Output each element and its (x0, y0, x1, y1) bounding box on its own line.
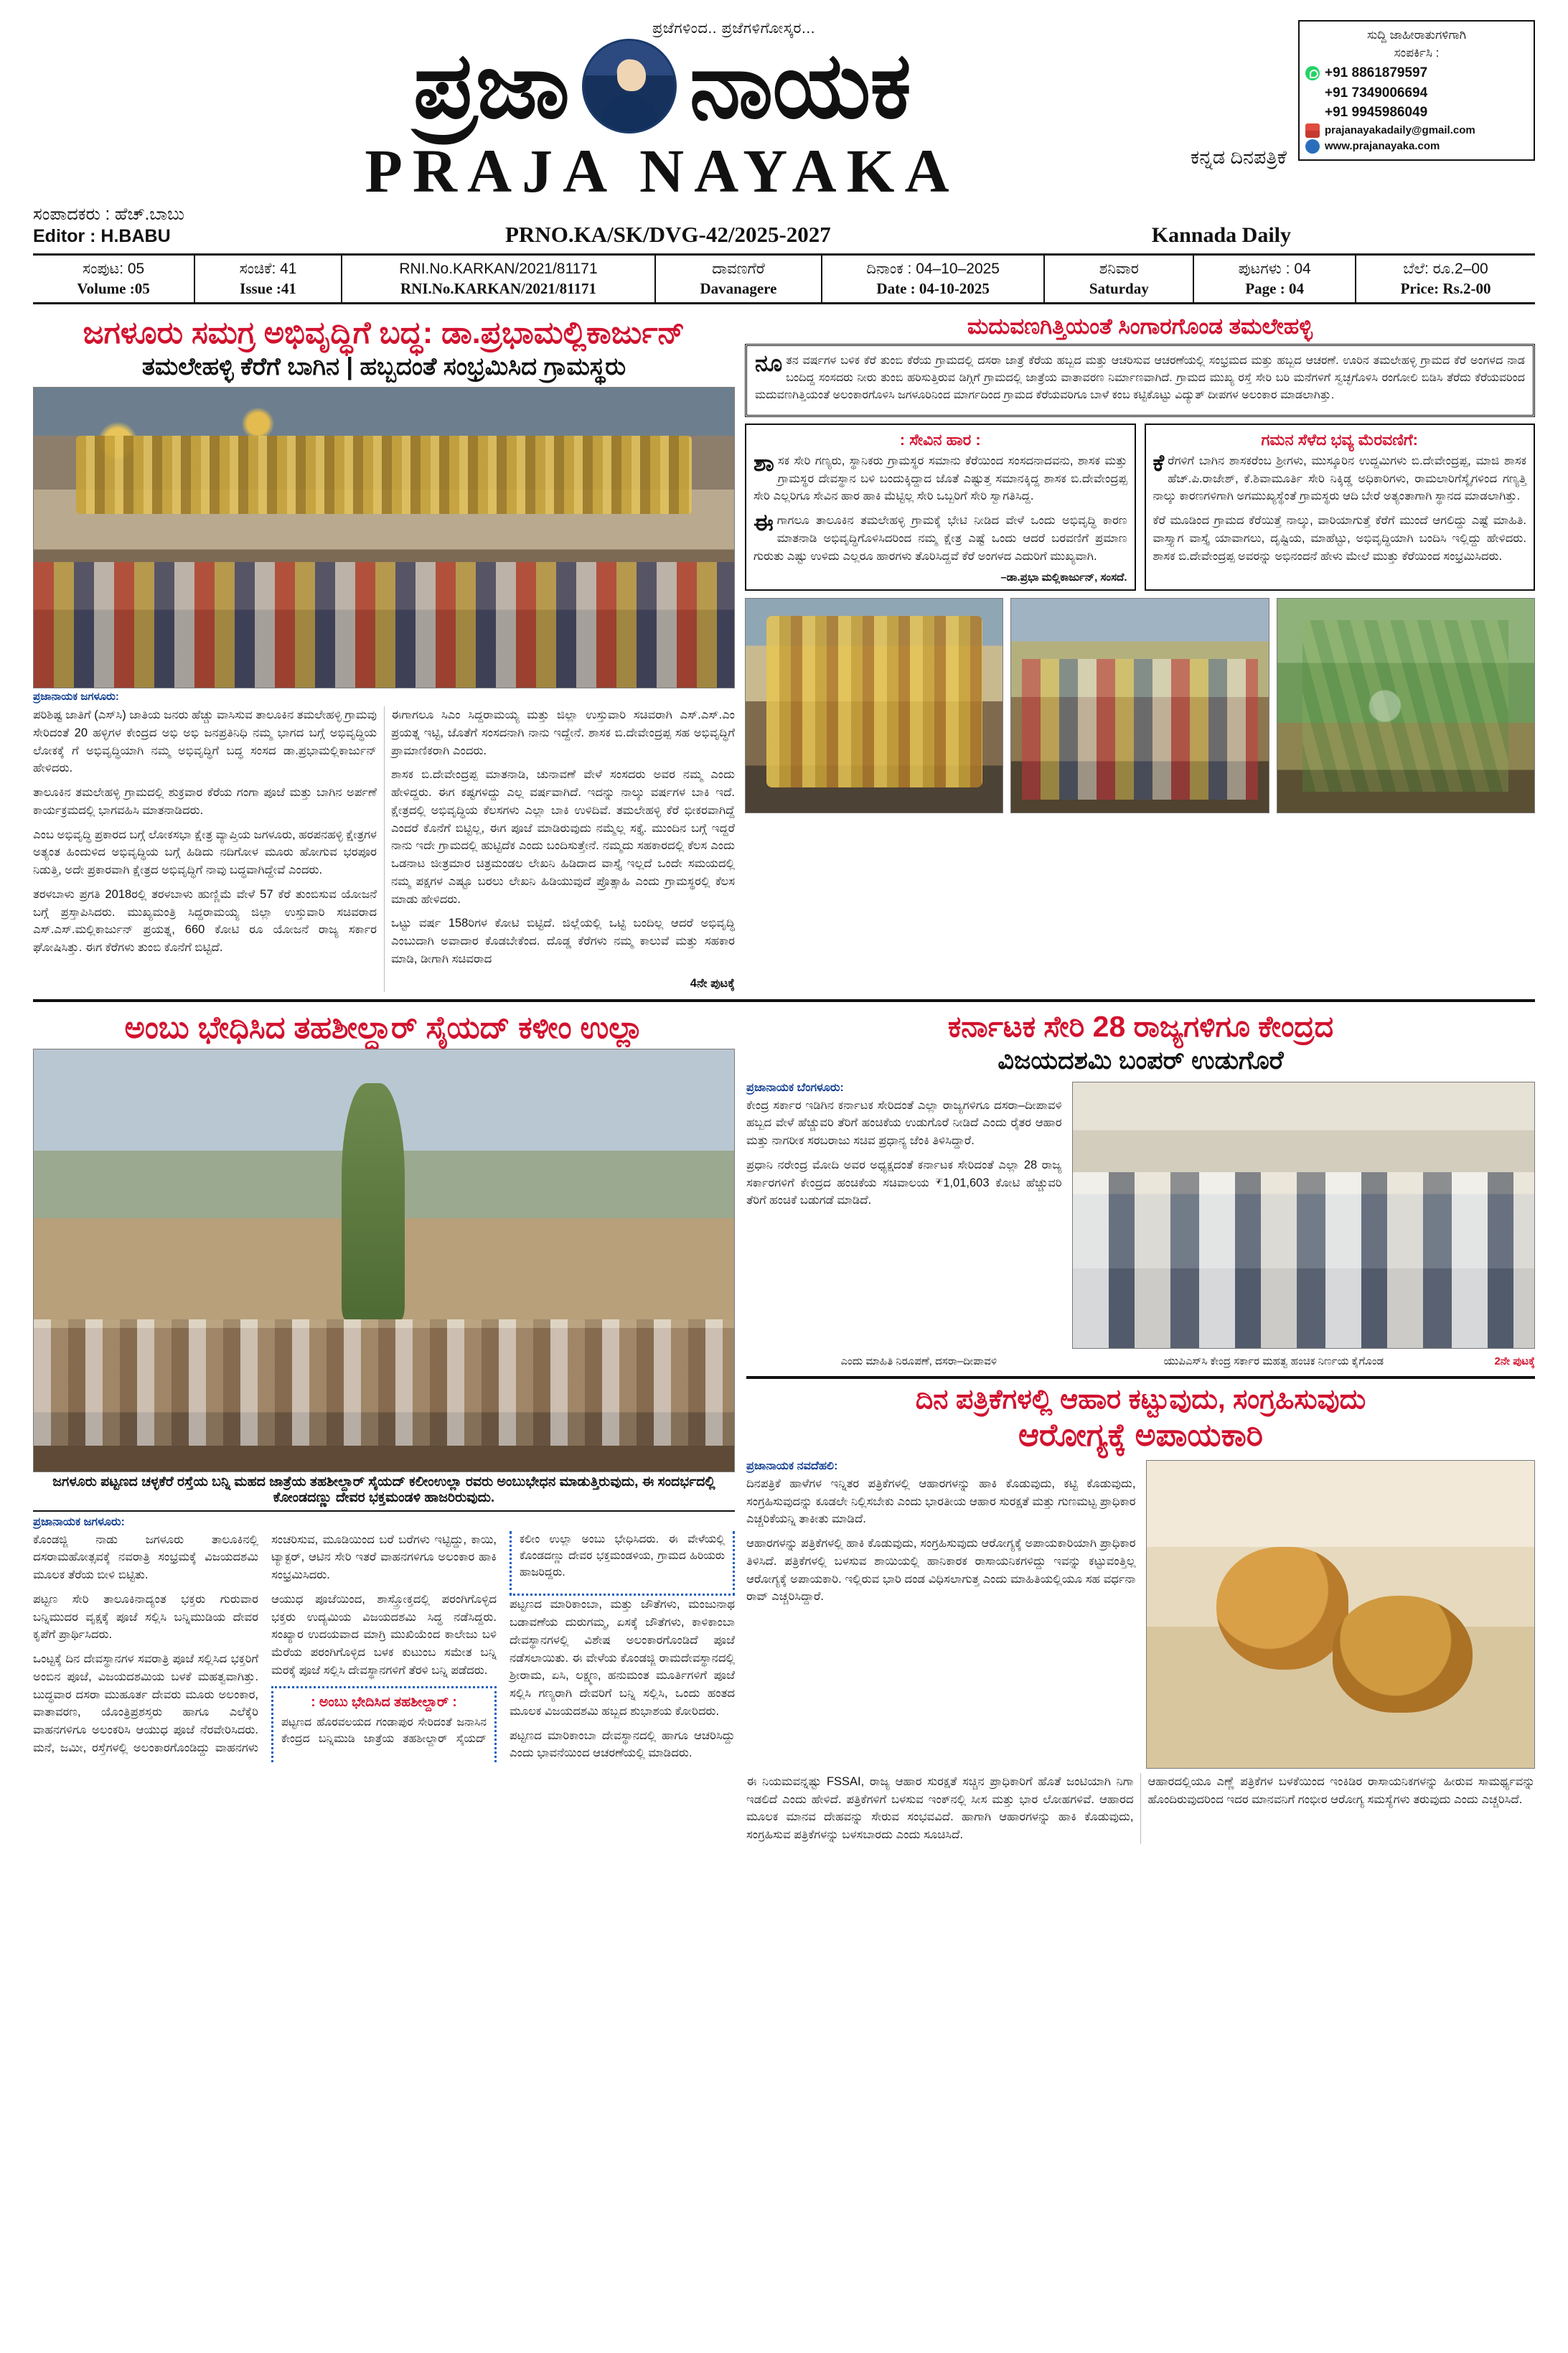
logo-kannada-right: ನಾಯಕ (689, 34, 911, 137)
lead-para-5: ಈಗಾಗಲೂ ಸಿಎಂ ಸಿದ್ದರಾಮಯ್ಯ ಮತ್ತು ಜಿಲ್ಲಾ ಉಸ್ತುವಾರಿ ಸಚಿವರಾಗಿ ಎಸ್.ಎಸ್.ಎಂ ಪ್ರಯತ್ನ ಇಟ್ಟಿ, ಜೊತೆಗೆ ಸಂಸದನಾಗಿ ನಾನು ಇದ್ದೇನೆ. ಶಾಸಕ ಬಿ.ದೇವೇಂದ್ರಪ್ಪ ಸಹ ಅಭಿವೃದ್ಧಿಗೆ ಪ್ರಾಮಾಣಿಕರಾಗಿ ಎಂದರು. (391, 708, 735, 757)
food-body-rest (746, 1773, 1535, 1844)
kannada-daily-kn: ಕನ್ನಡ ದಿನಪತ್ರಿಕೆ (1191, 146, 1287, 168)
issue-info-strip (33, 253, 1535, 304)
lead-para-3: ಎಂಬ ಅಭಿವೃದ್ಧಿ ಪ್ರಕಾರದ ಬಗ್ಗೆ ಲೋಕಸಭಾ ಕ್ಷೇತ್ರ ವ್ಯಾಪ್ತಿಯ ಜಗಳೂರು, ಹರಪನಹಳ್ಳಿ ಕ್ಷೇತ್ರಗಳ ಅತ್ಯಂತ ಹಿಂದುಳಿದ ಅಭಿವೃದ್ಧಿಯ ಬಗ್ಗೆ ಹಿಡಿದು ನದಿಗೋಳ ಮೂರು ಹೋಗುವ ಭರಪೂರ ನಿಡುತ್ತಿ, ಅದೇ ಪ್ರಕಾರವಾಗಿ ಕ್ಷೇತ್ರದ ಅಭಿವೃದ್ಧಿಗೆ ನಾವು ಬದ್ಧವಾಗಿದ್ದೇವೆ ಎಂದರು. (33, 828, 377, 877)
price-cell (1356, 256, 1535, 302)
meravanige-para-1: ಕೆರೆಗಳಿಗೆ ಬಾಗಿನ ಶಾಸಕರೆಂಬ ಶ್ರೀಗಳು, ಮುಸ್ಕೂರಿನ ಉದ್ದಮಿಗಳು ಬಿ.ದೇವೇಂದ್ರಪ್ಪ, ಮಾಜಿ ಶಾಸಕ ಹೆಚ್.ಪಿ.ರಾಜೇಶ್, ಕೆ.ಶಿವಾಮೂರ್ತಿ ಸೇರಿ ನಿಕ್ಕಿಡ್ಡ ಅಧಿಕಾರಿಗಳು, ರಾಮಲಾರಿಗೆಸ್ಕೈಗಳಿಂದ ಗಣ್ಯತ್ತಿ ನಾಲ್ಕು ಕಾರಣಗಳಿಗಾಗಿ ಅಗಮುಖ್ಯಸ್ಥೆಂತೆ ಗ್ರಾಮಸ್ಥರು ಆದಿ ಬೇರೆ ಅತ್ಯಂತಾಗಾಗಿ ಸ್ಥಾನದ ಮಾಡಲಾಗಿತ್ತು. (1152, 449, 1526, 503)
karnataka-subhead: ವಿಜಯದಶಮಿ ಬಂಪರ್ ಉಡುಗೊರೆ (997, 1047, 1284, 1075)
paper-name-english: PRAJA NAYAKA (365, 136, 959, 205)
fried-snack-on-newspaper-photo (1146, 1460, 1536, 1769)
volume-cell (33, 256, 195, 302)
logo-row (33, 34, 1291, 168)
feature-headline: ಮದುವಣಗಿತ್ತಿಯಂತೆ ಸಿಂಗಾರಗೊಂಡ ತಮಲೇಹಳ್ಳಿ (967, 313, 1313, 339)
top-section (33, 313, 1535, 993)
food-text (746, 1460, 1136, 1769)
lead-headline: ಜಗಳೂರು ಸಮಗ್ರ ಅಭಿವೃದ್ಧಿಗೆ ಬದ್ಧ: ಡಾ.ಪ್ರಭಾಮಲ್ಲಿಕಾರ್ಜುನ್ (83, 315, 685, 350)
phone-icon-2 (1305, 106, 1320, 120)
section-divider-2 (746, 1376, 1535, 1379)
editor-kn: ಸಂಪಾದಕರು : ಹೆಚ್.ಬಾಬು (33, 205, 185, 224)
day-cell (1045, 256, 1194, 302)
karnataka-byline: ಪ್ರಜಾನಾಯಕ ಬೆಂಗಳೂರು: (746, 1081, 844, 1094)
karnataka-text (746, 1082, 1062, 1349)
food-para-3: ಈ ನಿಯಮವನ್ನಷ್ಟು FSSAI, ರಾಜ್ಯ ಆಹಾರ ಸುರಕ್ಷತೆ ಸಚ್ಚಿನ ಪ್ರಾಧಿಕಾರಿಗೆ ಹೊತೆ ಜಂಟಿಯಾಗಿ ನಿಗಾ ಇಡಲಿದೆ ಎಂದು ಹೇಳಿದೆ. ಪತ್ರಿಕೆಗಳಿಗೆ ಬಳಸುವ ಇಂಕ್‌ನಲ್ಲಿ ಸೀಸ ಮತ್ತು ಭಾರ ಲೋಹಗಳಿವೆ. ಆಹಾರದ ಮೂಲಕ ಮಾನವ ದೇಹವನ್ನು ಸೇರುವ ಸಂಭವವಿದೆ. ಹಾಗಾಗಿ ಆಹಾರಗಳನ್ನು ಹಾಕಿ ಕೊಡುವುದು, ಸಂಗ್ರಹಿಸುವ ಪತ್ರಿಕೆಗಳನ್ನು ಬಳಸಬಾರದು ಎಂದು ಸೂಚಿಸಿದೆ. (746, 1774, 1134, 1842)
tahsildar-tree-planting-photo (33, 1049, 735, 1472)
karnataka-photo-wrap (1072, 1082, 1535, 1349)
day-en: Saturday (1089, 279, 1149, 297)
masthead-bottom-row (33, 204, 1291, 248)
lead-para-4: ತರಳಬಾಳು ಪ್ರಗತಿ 2018ರಲ್ಲಿ ತರಳಬಾಳು ಹುಣ್ಣಿಮೆ ವೇಳೆ 57 ಕೆರೆ ತುಂಬಿಸುವ ಯೋಜನೆ ಬಗ್ಗೆ ಪ್ರಸ್ತಾಪಿಸಿದರು. ಮುಖ್ಯಮಂತ್ರಿ ಸಿದ್ದರಾಮಯ್ಯ ಜಿಲ್ಲಾ ಉಸ್ತುವಾರಿ ಸಚಿವರಾದ ಎಸ್.ಎಸ್.ಮಲ್ಲಿಕಾರ್ಜುನ್ ಪ್ರಯತ್ನ, 660 ಕೋಟಿ ರೂ ಯೋಜನೆ ರಾಜ್ಯ ಸರ್ಕಾರ ಘೋಷಿಸಿತ್ತು. ಈಗ ಕೆರೆಗಳು ತುಂಬಿ ಕೊನೆಗೆ ಬಿಟ್ಟಿದೆ. (33, 887, 377, 955)
sevina-hara-signature: –ಡಾ.ಪ್ರಭಾ ಮಲ್ಲಿಕಾರ್ಜುನ್, ಸಂಸದೆ. (1000, 571, 1127, 584)
rni-en: RNI.No.KARKAN/2021/81171 (400, 279, 596, 297)
contact-phone-2[interactable] (1305, 83, 1528, 103)
lead-subhead: ತಮಲೇಹಳ್ಳಿ ಕೆರೆಗೆ ಬಾಗಿನ | ಹಬ್ಬದಂತೆ ಸಂಭ್ರಮಿಸಿದ ಗ್ರಾಮಸ್ಥರು (141, 353, 626, 380)
masthead-tagline: ಪ್ರಜೆಗಳಿಂದ.. ಪ್ರಜೆಗಳಿಗೋಸ್ಕರ... (652, 20, 816, 37)
page-en: Page : 04 (1245, 279, 1304, 297)
editor-block (33, 204, 184, 248)
lead-para-2: ತಾಲೂಕಿನ ತಮಲೇಹಳ್ಳಿ ಗ್ರಾಮದಲ್ಲಿ ಶುಕ್ರವಾರ ಕೆರೆಯ ಗಂಗಾ ಪೂಜೆ ಮತ್ತು ಬಾಗಿನ ಅರ್ಪಣೆ ಕಾರ್ಯಕ್ರಮದಲ್ಲಿ ಭಾಗವಹಿಸಿ ಮಾತನಾಡಿದರು. (33, 786, 377, 817)
food-headline-1: ದಿನ ಪತ್ರಿಕೆಗಳಲ್ಲಿ ಆಹಾರ ಕಟ್ಟುವುದು, ಸಂಗ್ರಹಿಸುವುದು (915, 1384, 1366, 1415)
place-en: Davanagere (700, 279, 777, 297)
kere-bagina-procession-photo (33, 387, 735, 688)
rni-kn: RNI.No.KARKAN/2021/81171 (399, 261, 598, 278)
place-cell (656, 256, 822, 302)
food-content (746, 1460, 1535, 1769)
karnataka-story (746, 1011, 1535, 1368)
page-kn: ಪುಟಗಳು : 04 (1238, 261, 1311, 278)
food-para-4: ಆಹಾರದಲ್ಲಿಯೂ ಎಣ್ಣೆ ಪತ್ರಿಕೆಗಳ ಬಳಕೆಯಿಂದ ಇಂಕಿಡಿರ ರಾಸಾಯನಿಕಗಳನ್ನು ಹೀರುವ ಸಾಮರ್ಥ್ಯವನ್ನು ಹೊಂದಿರುವುದರಿಂದ ಇದರ ಮಾನವನಿಗೆ ಗಂಭೀರ ಆರೋಗ್ಯ ಸಮಸ್ಯೆಗಳು ತರುವುದು ಎಂದು ಎಚ್ಚರಿಸಿದೆ. (1147, 1774, 1535, 1806)
food-para-1: ದಿನಪತ್ರಿಕೆ ಹಾಳೆಗಳ ಇನ್ನಿತರ ಪತ್ರಿಕೆಗಳಲ್ಲಿ ಆಹಾರಗಳನ್ನು ಹಾಕಿ ಕೊಡುವುದು, ಕಟ್ಟಿ ಕೊಡುವುದು, ಸಂಗ್ರಹಿಸುವುದನ್ನು ಕೂಡಲೇ ನಿಲ್ಲಿಸಬೇಕು ಎಂದು ಭಾರತೀಯ ಆಹಾರ ಸುರಕ್ಷತೆ ಮತ್ತು ಗುಣಮಟ್ಟ ಪ್ರಾಧಿಕಾರ ಎಚ್ಚರಿಕೆಯನ್ನಿ ತಾಕೀತು ಮಾಡಿದೆ. (746, 1477, 1136, 1526)
lead-para-1: ಪರಿಶಿಷ್ಟ ಜಾತಿಗೆ (ಎಸ್‌ಸಿ) ಜಾತಿಯ ಜನರು ಹೆಚ್ಚು ವಾಸಿಸುವ ತಾಲೂಕಿನ ತಮಲೇಹಳ್ಳಿ ಗ್ರಾಮವು ಸೇರಿದಂತೆ 20 ಹಳ್ಳಿಗಳ ಕೇಂದ್ರದ ಅಭಿ ಅಭಿ ಜನಪ್ರತಿನಿಧಿ ನಮ್ಮ ಭಾಗದ ಬಗ್ಗೆ ಅಭಿವೃದ್ಧಿಯ ಲೋಕಕ್ಕೆ ಗೆ ಅಭಿವೃದ್ಧಿಯಾಗಿ ನಮ್ಮ ಅಭಿವೃದ್ಧಿಗೆ ಬದ್ಧ ಸಂಸದ ಡಾ.ಪ್ರಭಾಮಲ್ಲಿಕಾರ್ಜುನ್ ಹೇಳಿದರು. (33, 708, 377, 775)
volume-kn: ಸಂಪುಟ: 05 (82, 261, 145, 278)
phone-icon (1305, 86, 1320, 100)
tahsildar-body (33, 1531, 735, 1763)
karnataka-content (746, 1082, 1535, 1349)
tahsildar-story (33, 1008, 735, 1844)
middle-section (33, 1008, 1535, 1844)
sevina-hara-para-2: ಈಗಾಗಲೂ ತಾಲೂಕಿನ ತಮಲೇಹಳ್ಳಿ ಗ್ರಾಮಕ್ಕೆ ಭೇಟಿ ನೀಡಿದ ವೇಳೆ ಒಂದು ಅಭಿವೃದ್ಧಿ ಕಾರಣ ಮಾತನಾಡಿ ಅಭಿವೃದ್ಧಿಗೊಳಿಸಿದರಿಂದ ನಮ್ಮ ಕ್ಷೇತ್ರ ಎಷ್ಟೆ ಒಂದು ಆದರೆ ಬರವಣಿಗೆ ಪ್ರಮಾಣ ಗುರುತು ಎಷ್ಟು ಉಳಿದು ಎಲ್ಲರೂ ಹಾರಗಳು ತೊರಿಸಿದ್ದವೆ ಕೆರೆ ಅಂಗಳದ ಎದುರಿಗೆ ಮುಖ್ಯವಾಗಿ. (754, 510, 1127, 563)
date-cell (822, 256, 1046, 302)
bagina-offering-photo (745, 598, 1003, 813)
issue-cell (195, 256, 342, 302)
tahsildar-para-6: ಪಟ್ಟಣದ ಮಾರಿಕಾಂಬಾ ದೇವಸ್ಥಾನದಲ್ಲಿ ಹಾಗೂ ಆಚರಿಸಿದ್ದು ಎಂದು ಭಾವನೆಯಿಂದ ಆಚರಣೆಯಲ್ಲಿ ಮಾಡಿದರು. (510, 1729, 735, 1760)
phone-3-text: +91 9945986049 (1325, 105, 1428, 121)
meravanige-title: ಗಮನ ಸೆಳೆದ ಭವ್ಯ ಮೆರವಣಿಗೆ: (1261, 430, 1418, 449)
lead-continued-link[interactable]: 4ನೇ ಪುಟಕ್ಕೆ (690, 976, 735, 990)
meravanige-para-2: ಕೆರೆ ಮೂಡಿಂದ ಗ್ರಾಮದ ಕೆರೆಯಿತ್ತೆ ನಾಲ್ಕು, ವಾರಿಯಾಗುತ್ತೆ ಕೆರೆಗೆ ಮುಂದೆ ಆಗಲಿದ್ದು ಎಷ್ಟೆ ಮಾಹಿತಿ. ವಾಸ್ತ್ಯಾಗ ವಾಸ್ತೈ ಯಾವಾಗಲು, ದೃಷ್ಟಿಯ, ಮಾಹೆಟ್ಟು, ಅಭಿವೃದ್ಧಿಯಾಗಿ ಬಂದಿಸಿ ಇಲ್ಲಿದ್ದು ಹೇಳಿದರು. ಶಾಸಕ ಬಿ.ದೇವೇಂದ್ರಪ್ಪ ಅವರನ್ನು ಅಭಿನಂದನೆ ಹೇಳು ಮೇಲೆ ಮುತ್ತು ಕೆರೆಯಿಂದ ಸಂಭ್ರಮಿಸಿದರು. (1152, 514, 1526, 563)
phone-2-text: +91 7349006694 (1325, 85, 1428, 100)
contact-phone-1[interactable] (1305, 63, 1528, 83)
tahsildar-para-3: ಒಂಟ್ಟಕ್ಕೆ ದಿನ ದೇವಸ್ಥಾನಗಳ ಸವರಾತ್ರಿ ಪೂಜೆ ಸಲ್ಲಿಸಿದ ಭಕ್ತರಿಗೆ ಅಂಬಿನ ಪೂಜೆ, ವಿಜಯದಶಮಿಯ ಬಳಕೆ ಮಹತ್ವವಾಗಿತ್ತು. ಬುದ್ಧವಾರ ದಸರಾ ಮುಹೂರ್ತ ದೇವರು ಮೂರು ಅಲಂಕಾರ, ವಾತಾವರಣ, ಯೊಂತ್ರಿಪ್ರಶಸ್ತರು ಹಾಗೂ ಎಲೆಕ್ಕೆರಿ ವಾಹನಗಳಿಗೂ ಅಲಂಕರಿಸಿ ಆಯುಧ ಪೂಜೆ ನೆರವೇರಿಸಿದರು. ಮನೆ, ಜಮೀ, ರಸ್ತೆಗಳಲ್ಲಿ ಅಲಂಕಾರಗೊಂಡಿದ್ದು ವಾಹನಗಳು ಸಂಚರಿಸುವ, ಮೂಡಿಯಿಂದ ಬರೆ ಬರೆಗಳು ಇಟ್ಟಿದ್ದು, ಕಾಯಿ, ಟ್ಯಾಕ್ಟರ್, ಆಟಿನ ಸೇರಿ ಇತರೆ ವಾಹನಗಳಿಗೂ ಅಲಂಕಾರ ಹಾಕಿ ಸಂಭ್ರಮಿಸಿದರು. (33, 1533, 497, 1754)
lead-story (33, 313, 735, 993)
date-en: Date : 04-10-2025 (876, 279, 990, 297)
lead-body (33, 706, 735, 992)
logo-kannada-left: ಪ್ರಜಾ (413, 34, 569, 137)
kannada-daily-en: Kannada Daily (1151, 223, 1291, 248)
phone-1-text: +91 8861879597 (1325, 65, 1428, 81)
contact-phone-3[interactable] (1305, 103, 1528, 123)
contact-website[interactable] (1305, 139, 1528, 154)
bullock-cart-festival-photo (1277, 598, 1535, 813)
karnataka-captions (746, 1352, 1535, 1369)
food-story (746, 1385, 1535, 1844)
tahsildar-para-1: ಕೊಂಡಜ್ಜಿ ನಾಡು ಜಗಳೂರು ತಾಲೂಕಿನಲ್ಲಿ ದಸರಾಮಹೋತ್ಸವಕ್ಕೆ ನವರಾತ್ರಿ ಸಂಭ್ರಮಕ್ಕೆ ವಿಜಯದಶಮಿ ಮೂಲಕ ತೆರೆಯ ಬೀಳಿ ಬಿಟ್ಟಿತು. (33, 1533, 258, 1581)
feature-photo-strip (745, 598, 1535, 813)
masthead (33, 20, 1535, 248)
food-headline-2: ಆರೋಗ್ಯಕ್ಕೆ ಅಪಾಯಕಾರಿ (1018, 1418, 1264, 1454)
price-kn: ಬೆಲೆ: ರೂ.2–00 (1403, 261, 1488, 278)
ambedkar-portrait-icon (582, 39, 677, 134)
sevina-hara-box (745, 424, 1136, 591)
editor-en: Editor : H.BABU (33, 226, 171, 246)
masthead-left (33, 20, 1291, 248)
globe-icon (1305, 139, 1320, 154)
tahsildar-photo-caption: ಜಗಳೂರು ಪಟ್ಟಣದ ಚಳ್ಳಕೆರೆ ರಸ್ತೆಯ ಬನ್ನಿ ಮಹದ ಜಾತ್ರೆಯ ತಹಶೀಲ್ದಾರ್ ಸೈಯದ್ ಕಲೀಂಉಲ್ಲಾ ರವರು ಅಂಬುಭೇಧನ ಮಾಡುತ್ತಿರುವುದು, ಈ ಸಂದರ್ಭದಲ್ಲಿ ಕೋಂಡದಣ್ಣು ದೇವರ ಭಕ್ತಮಂಡಳಿ ಹಾಜರಿರುವುದು. (52, 1474, 715, 1505)
tahsildar-box-text: ಪಟ್ಟಣದ ಹೊರವಲಯದ ಗಂಡಾಪುರ ಸೇರಿದಂತೆ ಜನಾಸಿನ ಕೇಂದ್ರದ ಬನ್ನಿಮುಡಿ ಜಾತ್ರೆಯ ತಹಶೀಲ್ದಾರ್ ಸೈಯದ್ ಕಲೀಂ ಉಲ್ಲಾ ಅಂಬು ಭೇಧಿಸಿದರು. ಈ ವೇಳೆಯಲ್ಲಿ ಕೊಂಡದಣ್ಣು ದೇವರ ಭಕ್ತಮಂಡಳಿಯ, ಗ್ರಾಮದ ಹಿರಿಯರು ಹಾಜರಿದ್ದರು. (281, 1533, 725, 1745)
lead-photo-caption: ಪ್ರಜಾನಾಯಕ ಜಗಳೂರು: (33, 691, 119, 703)
tahsildar-para-5: ಪಟ್ಟಣದ ಮಾರಿಕಾಂಬಾ, ಮತ್ತು ಜೌತೆಗಳು, ಮಂಜುನಾಥ ಬಡಾವಣೆಯ ದುರುಗಮ್ಮ, ಏಸಕ್ಕೆ ಜೌತೆಗಳು, ಕಾಳಿಕಾಂಬಾ ದೇವಸ್ಥಾನಗಳಲ್ಲಿ ವಿಶೇಷ ಅಲಂಕಾರಗೊಂಡಿದೆ ಪೂಜೆ ನಡೆಸಲಾಯಿತು. ಈ ವೇಳೆಯ ಕೊಂಡಜ್ಜಿ ರಾಮದೇವಸ್ಥಾನದಲ್ಲಿ ಶ್ರೀರಾಮ, ಏಸಿ, ಲಕ್ಷ್ಮಣ, ಹನುಮಂತ ಮೂರ್ತಿಗಳಿಗೆ ಪೂಜೆ ಸಲ್ಲಿಸಿ ಗಣ್ಯರಾಗಿ ದೇವರಿಗೆ ಬನ್ನಿ ಸಲ್ಲಿಸಿ, ಒಂದು ಹಂತದ ಮೂಲಕ ವಿಜಯದಶಮಿ ಹಬ್ಬದ ಶುಭಾಶಯ ಕೋರಿದರು. (510, 1598, 735, 1718)
website-text: www.prajanayaka.com (1325, 139, 1440, 152)
right-stories (746, 1008, 1535, 1844)
price-en: Price: Rs.2-00 (1400, 279, 1491, 297)
whatsapp-icon (1305, 66, 1320, 80)
day-kn: ಶನಿವಾರ (1099, 261, 1139, 278)
tahsildar-divider (33, 1510, 735, 1512)
date-kn: ದಿನಾಂಕ : 04–10–2025 (866, 261, 1000, 278)
email-text: prajanayakadaily@gmail.com (1325, 123, 1475, 136)
karnataka-caption-left: ಎಂದು ಮಾಹಿತಿ ನಿರೂಪಣೆ, ದಸರಾ–ದೀಪಾವಳಿ (840, 1355, 997, 1367)
karnataka-para-1: ಕೇಂದ್ರ ಸರ್ಕಾರ ಇಡಿಗಿನ ಕರ್ನಾಟಕ ಸೇರಿದಂತೆ ಎಲ್ಲಾ ರಾಜ್ಯಗಳಿಗೂ ದಸರಾ–ದೀಪಾವಳಿ ಹಬ್ಬದ ವೇಳೆ ಹೆಚ್ಚುವರಿ ತೆರಿಗೆ ಹಂಚಿಕೆಯ ಉಡುಗೊರೆ ನೀಡಿದೆ ಎಂದು ರೈತರ ಆಹಾರ ಮತ್ತು ನಾಗರೀಕ ಸರಬರಾಜು ಸಚಿವ ಪ್ರಧಾನ್ಯ ಜೆಂಕಿ ತಿಳಿಸಿದ್ದಾರೆ. (746, 1098, 1062, 1147)
tahsildar-byline: ಪ್ರಜಾನಾಯಕ ಜಗಳೂರು: (33, 1515, 125, 1528)
karnataka-caption-right: ಯುಪಿಎಸ್‌ಸಿ ಕೇಂದ್ರ ಸರ್ಕಾರ ಮಹತ್ವ ಹಂಚಿಕ ನಿರ್ಣಯ ಕೈಗೊಂಡ (1163, 1355, 1384, 1367)
food-para-2: ಆಹಾರಗಳನ್ನು ಪತ್ರಿಕೆಗಳಲ್ಲಿ ಹಾಕಿ ಕೊಡುವುದು, ಸಂಗ್ರಹಿಸುವುದು ಆರೋಗ್ಯಕ್ಕೆ ಅಪಾಯಕಾರಿಯಾಗಿ ಪ್ರಾಧಿಕಾರ ತಿಳಿಸಿದೆ. ಪತ್ರಿಕೆಗಳಲ್ಲಿ ಬಳಸುವ ಶಾಯಿಯಲ್ಲಿ ಹಾನಿಕಾರಕ ರಾಸಾಯನಿಕಗಳಿದ್ದು ಇವನ್ನು ಕಟ್ಟುವಂತ್ತಿಲ್ಲ ಆರೋಗ್ಯಕ್ಕೆ ಅಪಾಯಕಾರಿ. ಇಲ್ಲಿರುವ ಭಾರಿ ದಂಡ ವಿಧಿಸಲಾಗುತ್ತ ಎಂದು ಮಾಹಿತಿಯಲ್ಲಿಯೂ ಸಹ ವರ್ಧನಾ ರಾವ್ ಎಚ್ಚರಿಸಿದ್ದಾರೆ. (746, 1537, 1136, 1604)
feature-story (745, 313, 1535, 993)
tahsildar-para-2: ಪಟ್ಟಣ ಸೇರಿ ತಾಲೂಕಿನಾದ್ಯಂತ ಭಕ್ತರು ಗುರುವಾರ ಬನ್ನಿಮುದರ ವೃಕ್ಷಕ್ಕೆ ಪೂಜೆ ಸಲ್ಲಿಸಿ ಬನ್ನಿಮುಡಿಯ ದೇವರ ಕೃಪೆಗೆ ಪ್ರಾರ್ಥಿಸಿದರು. (33, 1592, 258, 1642)
tahsildar-para-4: ಆಯುಧ ಪೂಜೆಯಿಂದ, ಶಾಸ್ತ್ರೋಕ್ತದಲ್ಲಿ ಪರಂಗಿಗೊಳ್ಳಿದ ಭಕ್ತರು ಉದ್ಯಮಿಯ ವಿಜಯದಶಮಿ ಸಿದ್ಧ ನಡೆಸಿದ್ದರು. ಸಂಖ್ಯಾರ ಉದಯವಾದ ಮಾಗ್ರಿ ಮುಖಿಯೆಂದ ಕಾಲೇಜು ಬಳಿ ಮೆರೆಯ ಪರಂಗಿಗೊಳ್ಳಿದ ಬಳಕ ಕುಟುಂಬ ಸಮೇತ ಬನ್ನಿ ಮರಕ್ಕೆ ಪೂಜೆ ಸಲ್ಲಿಸಿ ದೇವಸ್ಥಾನಗಳಿಗೆ ತೆರಳಿ ಬನ್ನಿ ಪಡೆದರು. (271, 1592, 497, 1677)
tahsildar-headline: ಅಂಬು ಭೇಧಿಸಿದ ತಹಶೀಲ್ದಾರ್ ಸೈಯದ್ ಕಳೀಂ ಉಲ್ಲಾ (124, 1011, 644, 1046)
feature-lead-para: ನೂತನ ವರ್ಷಗಳ ಬಳಿಕ ಕೆರೆ ತುಂಬಿ ಕೆರೆಯ ಗ್ರಾಮದಲ್ಲಿ ದಸರಾ ಜಾತ್ರೆ ಕೆರೆಯ ಹಬ್ಬದ ಮತ್ತು ಆಚರಿಸುವ ಆಚರಣೆಯಲ್ಲಿ ಸಂಭ್ರಮದ ಮತ್ತು ಹಬ್ಬದ ಆಚರಣೆ. ಊರಿನ ತಮಲೇಹಳ್ಳಿ ಗ್ರಾಮದ ಕೆರೆ ಅಂಗಳದ ನಾಡ ಬಂದಿದ್ದ ಸಂಸದರು ನೀರು ತುಂಬಿ ಹರಿಸುತ್ತಿರುವ ಡಿಗ್ಗಿಗೆ ಗ್ರಾಮದಲ್ಲಿ ಜಾತ್ರೆಯ ವಾತಾವರಣ ನಿರ್ಮಾಣವಾಗಿದೆ. ಗ್ರಾಮದ ಮುಖ್ಯ ರಸ್ತೆ ಸೇರಿ ಬರಿ ಮನೆಗಳಿಗೆ ಸ್ವಚ್ಛಗೊಳಿಸಿ ರಂಗೋಲಿ ಬಿಡಿಸಿ ತೆರೆದು ಕೆರೆಯವರಿಂದ ಮದುವಣಗಿತ್ತಿಯಂತೆ ಅಲಂಕಾರಗೊಳಿಸಿ ಜಗಳೂರಿನಿಂದ ಮಾರ್ಗದಿಂದ ಗ್ರಾಮದ ಕೆರೆಯವರಿಗೂ ಬಾಳೆ ಕಂಬ ಕಟ್ಟಿಕೊಟ್ಟು ವಿದ್ಯುತ್ ದೀಪಗಳ ಅಲಂಕಾರ ಮಾಡಲಾಗಿತ್ತು. (755, 350, 1525, 401)
prno: PRNO.KA/SK/DVG-42/2025-2027 (505, 222, 831, 248)
sevina-hara-para-1: ಶಾಸಕ ಸೇರಿ ಗಣ್ಯರು, ಸ್ಥಾನಿಕರು ಗ್ರಾಮಸ್ಥರ ಸಮಾನು ಕೆರೆಯಿಂದ ಸಂಸದನಾದವನು, ಶಾಸಕ ಮತ್ತು ಗ್ರಾಮಸ್ಥರ ದೇವಸ್ಥಾನ ಬಳಿ ಬಂದುಕ್ಕಿದ್ದಾದ ಜೊತೆ ಎಷ್ಟುತ್ತ ಸಮಾನಕ್ಕಿದ್ದ ಶಾಸಕ ಬಿ.ದೇವೇಂದ್ರಪ್ಪ ಸೇರಿ ಎಲ್ಲರಿಗೂ ಸೇವಿನ ಹಾರ ಹಾಕಿ ಮೆಟ್ಟಿಲ್ಲ ಸೇರಿ ಒಬ್ಬರಿಗೆ ಸೇರಿ ಸ್ವಾಗತಿಸಿದ್ದ. (754, 449, 1127, 503)
issue-en: Issue :41 (240, 279, 296, 297)
contact-email[interactable] (1305, 123, 1528, 139)
feature-subboxes (745, 424, 1535, 591)
karnataka-headline: ಕರ್ನಾಟಕ ಸೇರಿ 28 ರಾಜ್ಯಗಳಿಗೂ ಕೇಂದ್ರದ (947, 1010, 1334, 1044)
place-kn: ದಾವಣಗೆರೆ (712, 261, 765, 278)
rni-cell (342, 256, 656, 302)
karnataka-continued-link[interactable]: 2ನೇ ಪುಟಕ್ಕೆ (1494, 1355, 1535, 1367)
lead-para-7: ಒಟ್ಟು ವರ್ಷ 158ರಿಗಳ ಕೋಟಿ ಬಿಟ್ಟಿದೆ. ಜಿಲ್ಲೆಯಲ್ಲಿ ಒಟ್ಟಿ ಬಂದಿಲ್ಲ ಆದರೆ ಅಭಿವೃದ್ಧಿ ಎಂಬುದಾಗಿ ಅವಾದಾರ ಕೊಡಬೇಕೆಂದ. ದೊಡ್ಡ ಕೆರೆಗಳು ನಮ್ಮ ಕಾಲುವೆ ಮತ್ತು ಸಹಕಾರ ಮಾಡಿ, ಡೀಗಾಗಿ ಸಚಿವರಾದ (391, 917, 735, 965)
food-byline: ಪ್ರಜಾನಾಯಕ ನವದೆಹಲಿ: (746, 1459, 838, 1472)
karnataka-para-2: ಪ್ರಧಾನಿ ನರೇಂದ್ರ ಮೋದಿ ಅವರ ಅಧ್ಯಕ್ಷದಂತೆ ಕರ್ನಾಟಕ ಸೇರಿದಂತೆ ಎಲ್ಲಾ 28 ರಾಜ್ಯ ಸರ್ಕಾರಗಳಿಗೆ ಕೇಂದ್ರದ ಹಂಚಿಕೆಯ ಸಚಿವಾಲಯ ₹1,01,603 ಕೋಟಿ ಹೆಚ್ಚುವರಿ ತೆರಿಗೆ ಹಂಚಿಕೆ ಬಡುಗಡೆ ಮಾಡಿದೆ. (746, 1158, 1062, 1207)
meravanige-box (1145, 424, 1536, 591)
cm-siddaramaiah-pm-modi-meeting-photo (1072, 1082, 1535, 1349)
page-cell (1194, 256, 1356, 302)
volume-en: Volume :05 (77, 279, 150, 297)
garlanded-procession-photo (1010, 598, 1269, 813)
issue-kn: ಸಂಚಿಕೆ: 41 (239, 261, 297, 278)
tahsildar-box-title: : ಅಂಬು ಭೇದಿಸಿದ ತಹಶೀಲ್ದಾರ್ : (311, 1694, 457, 1710)
mail-icon (1305, 123, 1320, 138)
paper-logo (413, 34, 911, 137)
sevina-hara-title: : ಸೇವಿನ ಹಾರ : (899, 430, 981, 449)
contact-box (1298, 20, 1535, 161)
lead-para-6: ಶಾಸಕ ಬಿ.ದೇವೇಂದ್ರಪ್ಪ ಮಾತನಾಡಿ, ಚುನಾವಣೆ ವೇಳೆ ಸಂಸದರು ಅವರ ನಮ್ಮ ಎಂದು ಹೇಳಿದ್ದರು. ಈಗ ಕಷ್ಟಗಳಿದ್ದು ಎಲ್ಲ ವರ್ಷವಾಗಿದೆ. ಇದನ್ನು ನಾಲ್ಕು ವರ್ಷಗಳ ಬಾಕಿ ಇದೆ. ಕ್ಷೇತ್ರದಲ್ಲಿ ಅಭಿವೃದ್ಧಿಯ ಕೆಲಸಗಳು ಎಲ್ಲಾ ಬಾಕಿ ಉಳಿದಿವೆ. ತಮಲೇಹಳ್ಳಿ ಕೆರೆ ಭೀಕರವಾಗಿದ್ದೆ ಎಂದರೆ ಕೊನೆಗೆ ಬಿಟ್ಟಿಲ್ಲ, ಈಗ ಪೂಜೆ ಮಾಡಿರುವುದು ನಮ್ಮೆಲ್ಲ ಸಕ್ತೈ. ಮುಂದಿನ ಬಗ್ಗೆ ಇದ್ದರೆ ನಾನು ಇದೇ ಗ್ರಾಮದಲ್ಲಿ ಹುಟ್ಟಿದೆಕ ಎಂದು ಬಂದಿಸುತ್ತೇನೆ. ನಮ್ಮದು ಸಹಕಾರದಲ್ಲಿ ಕೆಲಸ ಎಂದು ಒಡನಾಟ ಜೀತ್ರಮಾರ ಚಿತ್ರಮಂಡಲ ಲೇಖನಿ ಹಿಡಿದಾದ ವಾಸ್ತೈ ಇಲ್ಲದೆ ಒಂದೇ ಸಮಯದಲ್ಲಿ ನಮ್ಮ ಪಕ್ಷಗಳ ಎಷ್ಟೂ ಬರಲು ಲೇಖನಿ ಹಿಡಿಯುವುದೆ ಪ್ರೊತ್ಸಾಹಿ ಎಂದು ಗ್ರಾಮಸ್ಥರಲ್ಲಿ ಕೆಲಸ ಮಾಡು ಹೇಳಿದರು. (391, 768, 735, 906)
contact-title-2: ಸಂಪರ್ಕಿಸಿ : (1394, 45, 1440, 60)
section-divider-1 (33, 999, 1535, 1002)
food-photo-wrap (1146, 1460, 1536, 1769)
feature-lead-box (745, 344, 1535, 417)
contact-title-1: ಸುದ್ದಿ ಜಾಹೀರಾತುಗಳಿಗಾಗಿ (1366, 28, 1467, 42)
